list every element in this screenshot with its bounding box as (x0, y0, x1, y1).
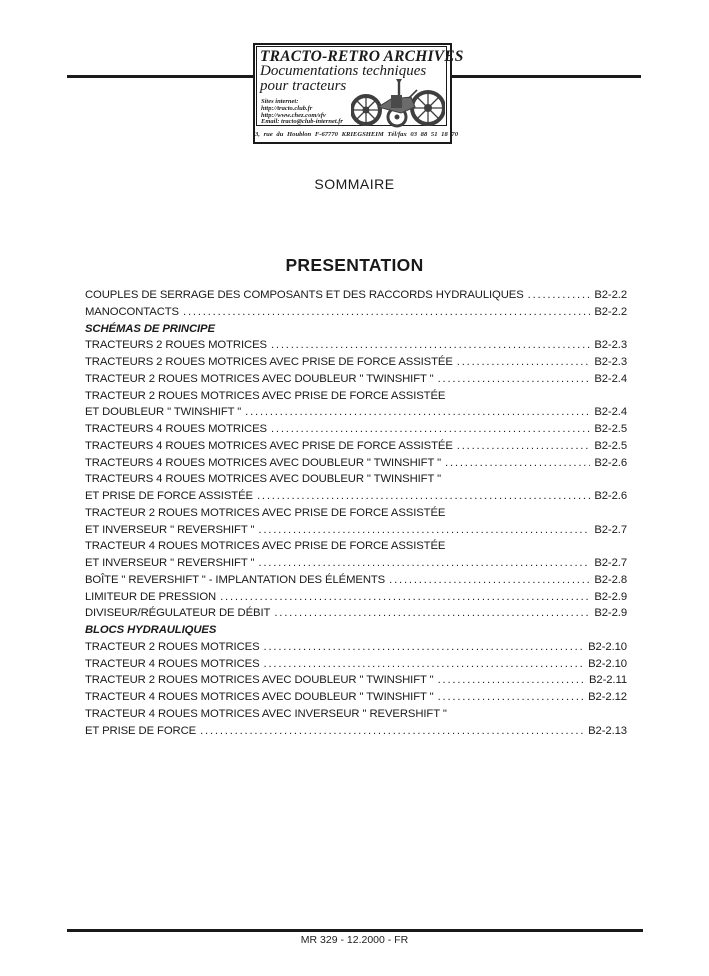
toc-page-number: B2-2.12 (588, 691, 627, 703)
toc-leader-dots (258, 522, 590, 539)
publisher-subtitle-line2: pour tracteurs (260, 78, 347, 94)
toc-entry-line (85, 471, 627, 488)
section-title-presentation: PRESENTATION (285, 255, 424, 275)
toc-entry-line (85, 455, 627, 472)
toc-entry-line (85, 672, 627, 689)
sites-internet-label: Sites internet: (261, 98, 299, 105)
toc-leader-dots (264, 656, 585, 673)
toc-entry-title: TRACTEUR 2 ROUES MOTRICES AVEC PRISE DE FORCE ASSISTÉE (85, 506, 446, 519)
toc-page-number: B2-2.4 (594, 372, 627, 385)
toc-section-heading: SCHÉMAS DE PRINCIPE (85, 322, 215, 335)
toc-leader-dots (438, 689, 585, 706)
toc-page-number: B2-2.5 (594, 423, 627, 435)
toc-entry-title: MANOCONTACTS (85, 305, 179, 318)
toc-leader-dots (271, 337, 590, 354)
toc-page-number: B2-2.2 (594, 289, 627, 301)
toc-entry-line (85, 723, 627, 740)
toc-entry-title: TRACTEURS 4 ROUES MOTRICES (85, 423, 267, 435)
toc-page-number: B2-2.3 (594, 356, 627, 368)
publisher-logo-box (253, 43, 464, 144)
toc-page-number: B2-2.5 (594, 439, 627, 452)
footer-rule (67, 929, 643, 932)
toc-entry-title: ET DOUBLEUR " TWINSHIFT " (85, 406, 242, 419)
toc-entry-title: ET PRISE DE FORCE ASSISTÉE (85, 490, 253, 502)
toc-entry-line (85, 706, 627, 723)
toc-page-number: B2-2.6 (594, 490, 627, 502)
toc-leader-dots (264, 639, 585, 656)
toc-leader-dots (445, 455, 590, 472)
toc-entry-title: BOÎTE " REVERSHIFT " - IMPLANTATION DES ÉLÉMENTS (85, 573, 386, 586)
tractor-icon (351, 76, 445, 128)
toc-entry-line (85, 505, 627, 522)
toc-entry-title: TRACTEUR 4 ROUES MOTRICES AVEC DOUBLEUR " TWINSHIFT " (85, 691, 434, 703)
toc-entry-line (85, 639, 627, 656)
publisher-url-1: http://tracto.club.fr (261, 104, 313, 112)
footer-reference: MR 329 - 12.2000 - FR (300, 934, 409, 946)
toc-entry-title: COUPLES DE SERRAGE DES COMPOSANTS ET DES RACCORDS HYDRAULIQUES (85, 289, 524, 301)
toc-leader-dots (274, 605, 590, 622)
publisher-email: Email: tracto@club-internet.fr (261, 118, 343, 126)
publisher-address: 3, rue du Houblon F-67770 KRIEGSHEIM Tél/fax 03 88 51 18 70 (255, 131, 458, 138)
toc-entry-title: LIMITEUR DE PRESSION (85, 590, 217, 603)
toc-leader-dots (245, 404, 590, 421)
toc-entry-line (85, 371, 627, 388)
toc-leader-dots (457, 354, 591, 371)
toc-entry-line (85, 438, 627, 455)
toc-entry-title: TRACTEURS 2 ROUES MOTRICES (85, 339, 267, 352)
toc-leader-dots (200, 723, 584, 740)
publisher-name: TRACTO-RETRO ARCHIVES (260, 48, 464, 65)
toc-entry-line (85, 304, 627, 321)
toc-entry-line (85, 589, 627, 606)
toc-section-heading: BLOCS HYDRAULIQUES (85, 624, 217, 636)
toc-page-number: B2-2.10 (588, 640, 627, 653)
toc-entry-title: TRACTEUR 2 ROUES MOTRICES AVEC DOUBLEUR " TWINSHIFT " (85, 372, 434, 385)
toc-entry-title: TRACTEURS 4 ROUES MOTRICES AVEC DOUBLEUR " TWINSHIFT " (85, 456, 442, 469)
toc-entry-line (85, 656, 627, 673)
toc-entry-line (85, 421, 627, 438)
toc-leader-dots (257, 488, 590, 505)
toc-page-number: B2-2.2 (594, 305, 627, 318)
toc-entry-line (85, 538, 627, 555)
toc-page-number: B2-2.3 (594, 339, 627, 352)
toc-page-number: B2-2.8 (594, 573, 627, 586)
toc-leader-dots (183, 304, 590, 321)
toc-leader-dots (528, 287, 591, 304)
toc-page-number: B2-2.7 (594, 523, 627, 536)
toc-page-number: B2-2.11 (588, 674, 627, 687)
toc-leader-dots (271, 421, 590, 438)
toc-entry-title: TRACTEUR 2 ROUES MOTRICES AVEC PRISE DE FORCE ASSISTÉE (85, 389, 446, 402)
toc-entry-line (85, 555, 627, 572)
toc-entry-title: ET INVERSEUR " REVERSHIFT " (85, 557, 255, 569)
toc-leader-dots (438, 371, 591, 388)
publisher-subtitle-line1: Documentations techniques (260, 63, 427, 79)
toc-entry-title: TRACTEUR 4 ROUES MOTRICES AVEC PRISE DE FORCE ASSISTÉE (85, 540, 446, 553)
toc-entry-title: TRACTEURS 4 ROUES MOTRICES AVEC PRISE DE FORCE ASSISTÉE (85, 439, 453, 452)
toc-entry-line (85, 287, 627, 304)
toc-leader-dots (220, 589, 590, 606)
toc-leader-dots (389, 572, 590, 589)
toc-entry-line (85, 388, 627, 405)
toc-page-number: B2-2.6 (594, 456, 627, 469)
toc-leader-dots (258, 555, 590, 572)
toc-page-number: B2-2.4 (594, 406, 627, 419)
toc-entry-line (85, 522, 627, 539)
toc-leader-dots (457, 438, 591, 455)
toc-entry-title: ET PRISE DE FORCE (85, 724, 197, 737)
page-title-sommaire: SOMMAIRE (314, 176, 395, 192)
toc-entry-line (85, 605, 627, 622)
toc-entry-title: TRACTEUR 4 ROUES MOTRICES AVEC INVERSEUR " REVERSHIFT " (85, 707, 447, 720)
toc-page-number: B2-2.13 (588, 724, 627, 737)
toc-entry-line (85, 488, 627, 505)
publisher-logo-inner-frame (256, 46, 464, 126)
toc-entry-title: TRACTEUR 4 ROUES MOTRICES (85, 657, 260, 670)
toc-page-number: B2-2.9 (594, 607, 627, 620)
toc-entry-title: TRACTEURS 4 ROUES MOTRICES AVEC DOUBLEUR " TWINSHIFT " (85, 473, 442, 486)
toc-entry-line (85, 689, 627, 706)
toc-page-number: B2-2.7 (594, 557, 627, 569)
toc-entry-line (85, 337, 627, 354)
toc-entry-title: DIVISEUR/RÉGULATEUR DE DÉBIT (85, 607, 271, 620)
toc-list (85, 287, 627, 739)
toc-leader-dots (438, 672, 585, 689)
toc-entry-line (85, 404, 627, 421)
toc-entry-title: ET INVERSEUR " REVERSHIFT " (85, 523, 255, 536)
toc-entry-line (85, 354, 627, 371)
toc-entry-title: TRACTEUR 2 ROUES MOTRICES (85, 640, 260, 653)
toc-entry-title: TRACTEUR 2 ROUES MOTRICES AVEC DOUBLEUR " TWINSHIFT " (85, 674, 434, 687)
toc-entry-title: TRACTEURS 2 ROUES MOTRICES AVEC PRISE DE FORCE ASSISTÉE (85, 356, 453, 368)
toc-entry-line (85, 572, 627, 589)
publisher-url-2: http://www.chez.com/sfv (261, 111, 326, 119)
toc-page-number: B2-2.10 (588, 657, 627, 670)
toc-page-number: B2-2.9 (594, 590, 627, 603)
